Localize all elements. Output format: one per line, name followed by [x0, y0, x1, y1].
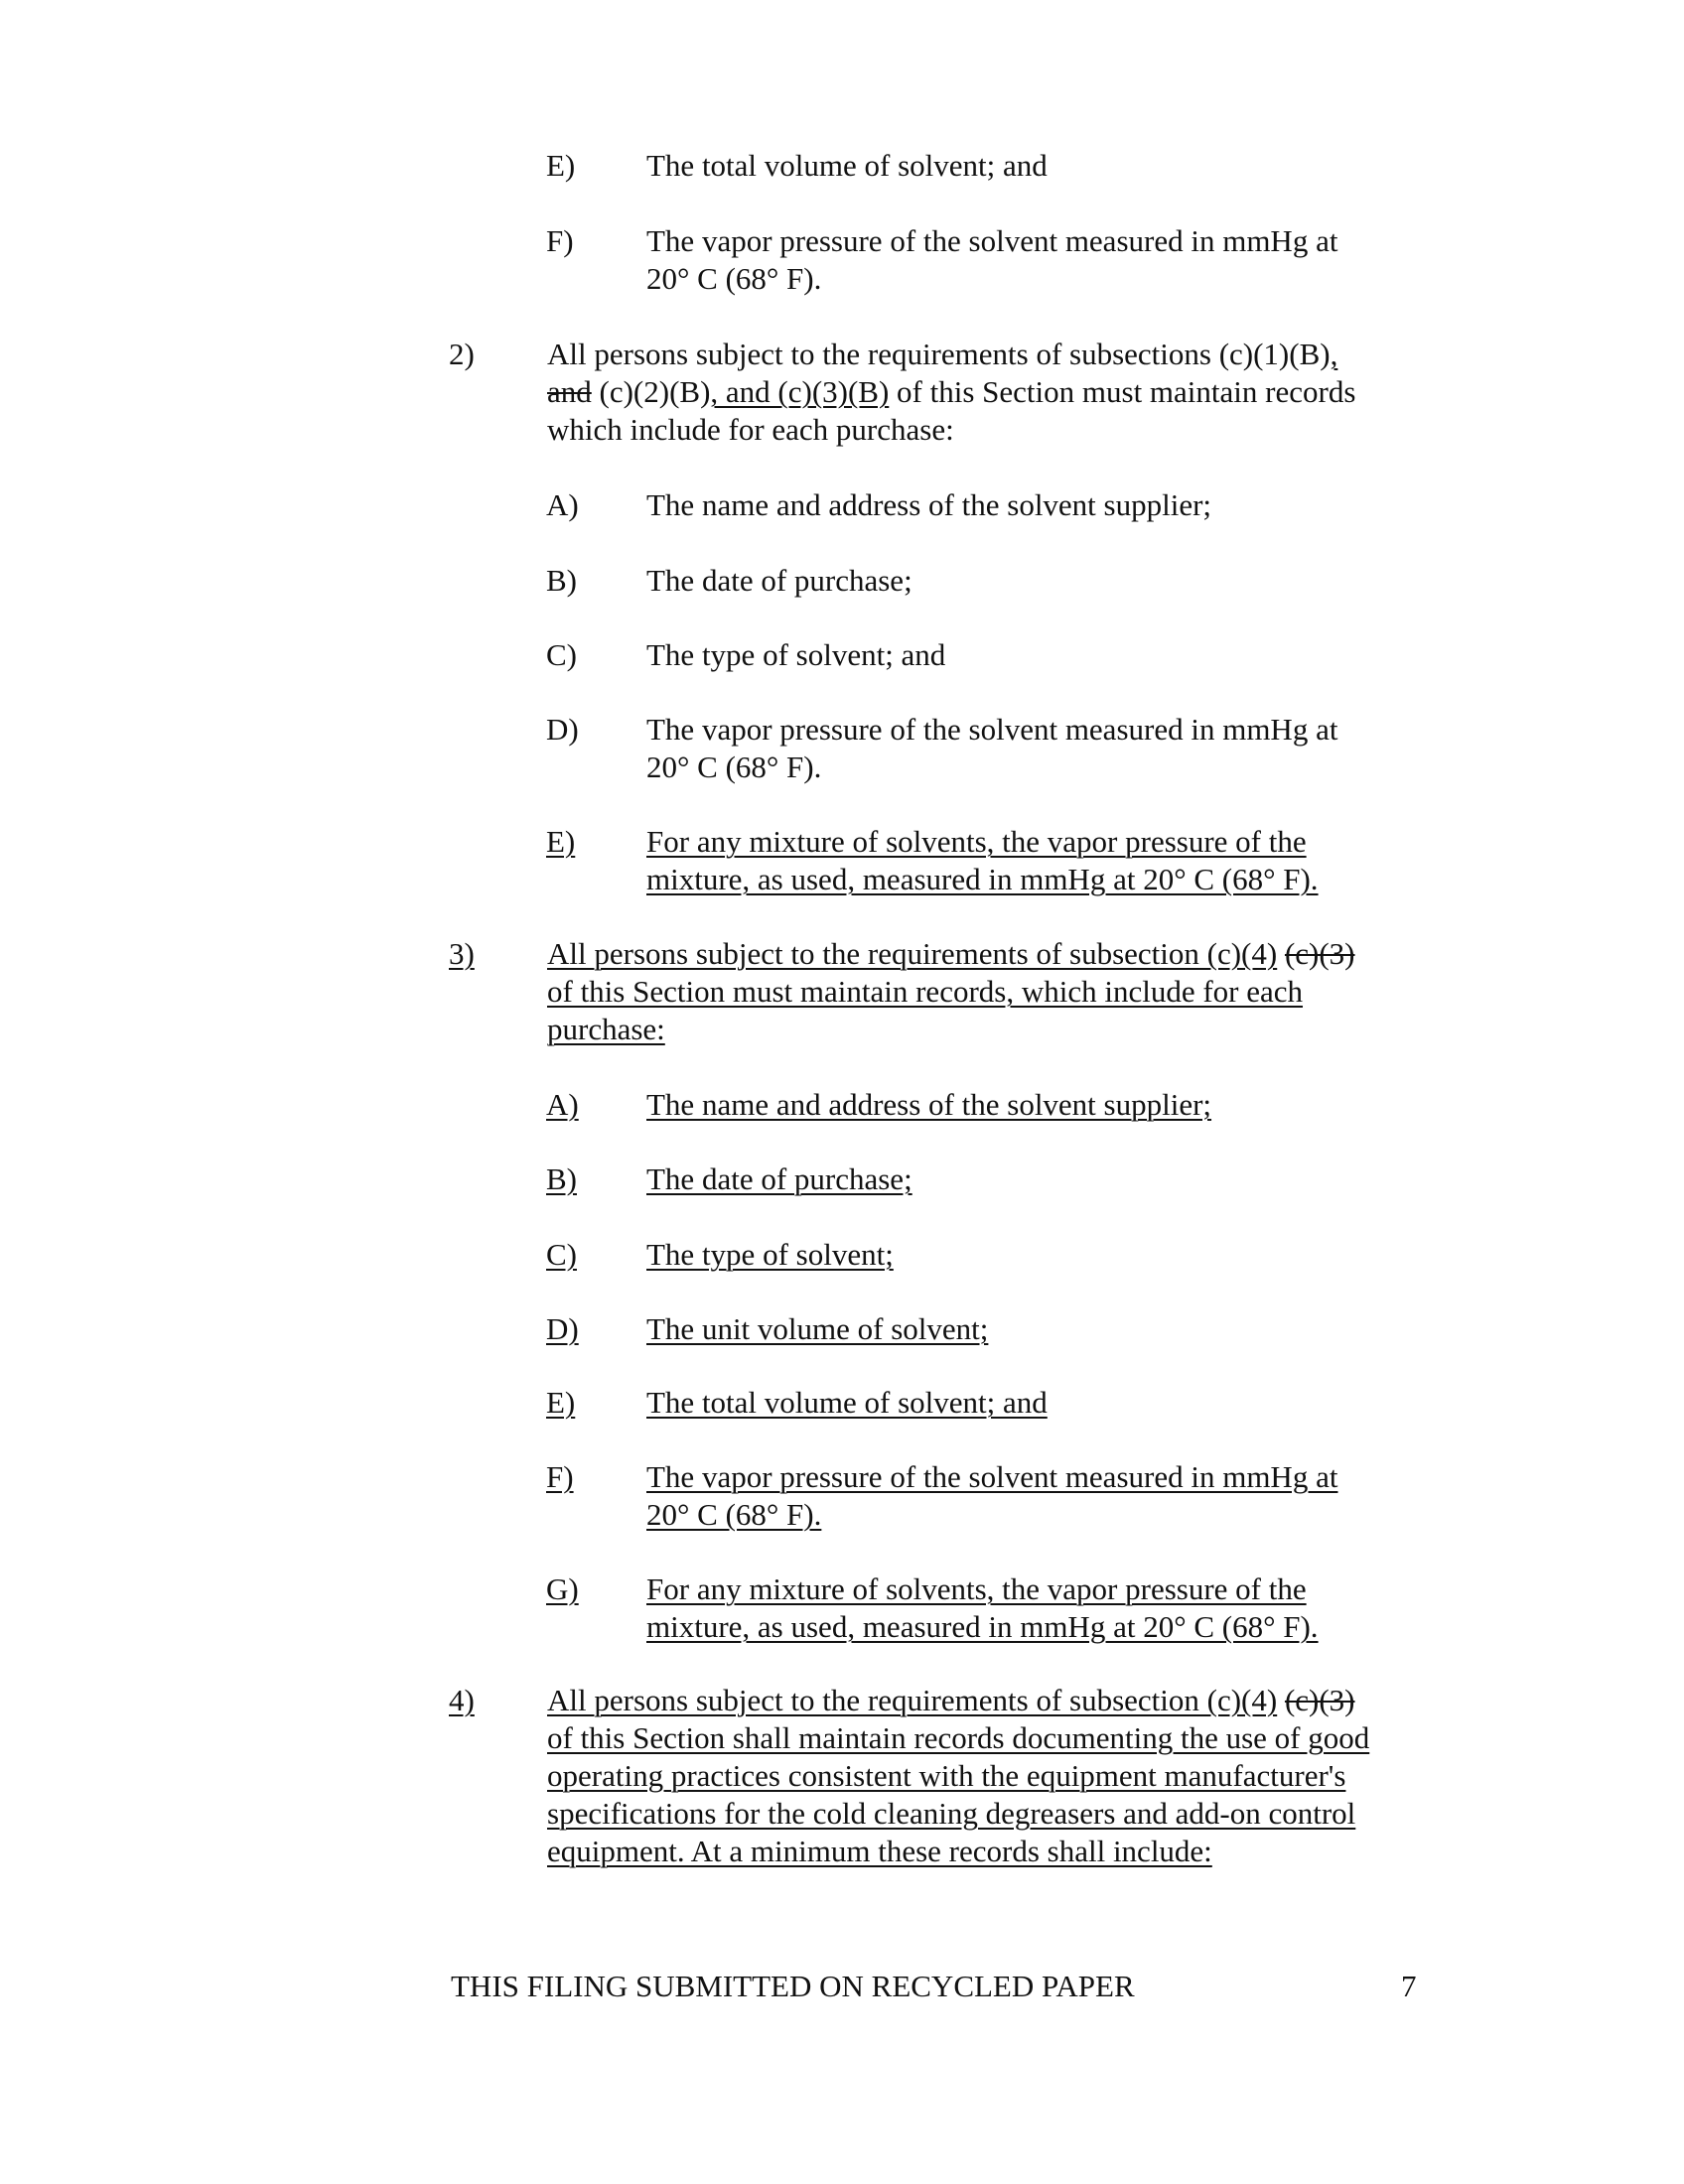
- paragraph-line4: specifications for the cold cleaning degreasers and add-on control: [547, 1796, 1356, 1831]
- item-label: D): [546, 1311, 579, 1346]
- item-text-line2: mixture, as used, measured in mmHg at 20° C (68° F).: [646, 1609, 1319, 1644]
- item-text: The total volume of solvent; and: [646, 148, 1048, 183]
- item-label: C): [546, 637, 577, 672]
- item-label: C): [546, 1237, 577, 1272]
- inserted-text: , and (c)(3)(B): [710, 374, 890, 409]
- item-text-line1: The vapor pressure of the solvent measured in mmHg at: [646, 223, 1338, 258]
- item-text-line1: The vapor pressure of the solvent measured in mmHg at: [646, 1459, 1338, 1494]
- item-text-line2: mixture, as used, measured in mmHg at 20° C (68° F).: [646, 862, 1319, 896]
- paragraph-line2: and (c)(2)(B), and (c)(3)(B) of this Section must maintain records: [547, 374, 1356, 409]
- item-label: E): [546, 1385, 576, 1420]
- item-text-line1: The vapor pressure of the solvent measured in mmHg at: [646, 712, 1338, 747]
- item-text: The unit volume of solvent;: [646, 1311, 989, 1346]
- item-label: A): [546, 487, 579, 522]
- paragraph-line3: operating practices consistent with the equipment manufacturer's: [547, 1758, 1346, 1793]
- item-text-line2: 20° C (68° F).: [646, 750, 822, 784]
- page-number: 7: [1401, 1969, 1417, 2003]
- item-label: G): [546, 1571, 579, 1606]
- item-text-line2: 20° C (68° F).: [646, 261, 822, 296]
- item-text-line1: For any mixture of solvents, the vapor pressure of the: [646, 824, 1307, 859]
- paragraph-line2: of this Section shall maintain records documenting the use of good: [547, 1720, 1370, 1755]
- paragraph-label: 2): [449, 337, 475, 371]
- item-text: The total volume of solvent; and: [646, 1385, 1048, 1420]
- deleted-text: (c)(3): [1284, 936, 1355, 971]
- item-label: A): [546, 1087, 579, 1122]
- item-label: E): [546, 824, 576, 859]
- item-label: F): [546, 1459, 574, 1494]
- deleted-text: and: [547, 374, 592, 409]
- paragraph-line1: All persons subject to the requirements of subsection (c)(4) (c)(3): [547, 1683, 1355, 1717]
- paragraph-line3: purchase:: [547, 1012, 665, 1046]
- item-label: F): [546, 223, 574, 258]
- paragraph-line5: equipment. At a minimum these records shall include:: [547, 1834, 1212, 1868]
- item-text: The name and address of the solvent supplier;: [646, 1087, 1212, 1122]
- paragraph-label: 3): [449, 936, 475, 971]
- paragraph-line2: of this Section must maintain records, which include for each: [547, 974, 1304, 1009]
- page-footer: THIS FILING SUBMITTED ON RECYCLED PAPER: [451, 1969, 1135, 2003]
- item-label: D): [546, 712, 579, 747]
- item-text: The type of solvent;: [646, 1237, 894, 1272]
- item-text-line2: 20° C (68° F).: [646, 1497, 822, 1532]
- paragraph-line1: All persons subject to the requirements of subsections (c)(1)(B),: [547, 337, 1338, 371]
- item-text: The type of solvent; and: [646, 637, 946, 672]
- item-label: E): [546, 148, 576, 183]
- item-text: The date of purchase;: [646, 1161, 912, 1196]
- paragraph-line3: which include for each purchase:: [547, 412, 954, 447]
- paragraph-line1: All persons subject to the requirements of subsection (c)(4) (c)(3): [547, 936, 1355, 971]
- item-text: The name and address of the solvent supplier;: [646, 487, 1212, 522]
- item-text-line1: For any mixture of solvents, the vapor pressure of the: [646, 1571, 1307, 1606]
- item-text: The date of purchase;: [646, 563, 912, 598]
- item-label: B): [546, 563, 577, 598]
- deleted-text: (c)(3): [1284, 1683, 1355, 1717]
- item-label: B): [546, 1161, 577, 1196]
- paragraph-label: 4): [449, 1683, 475, 1717]
